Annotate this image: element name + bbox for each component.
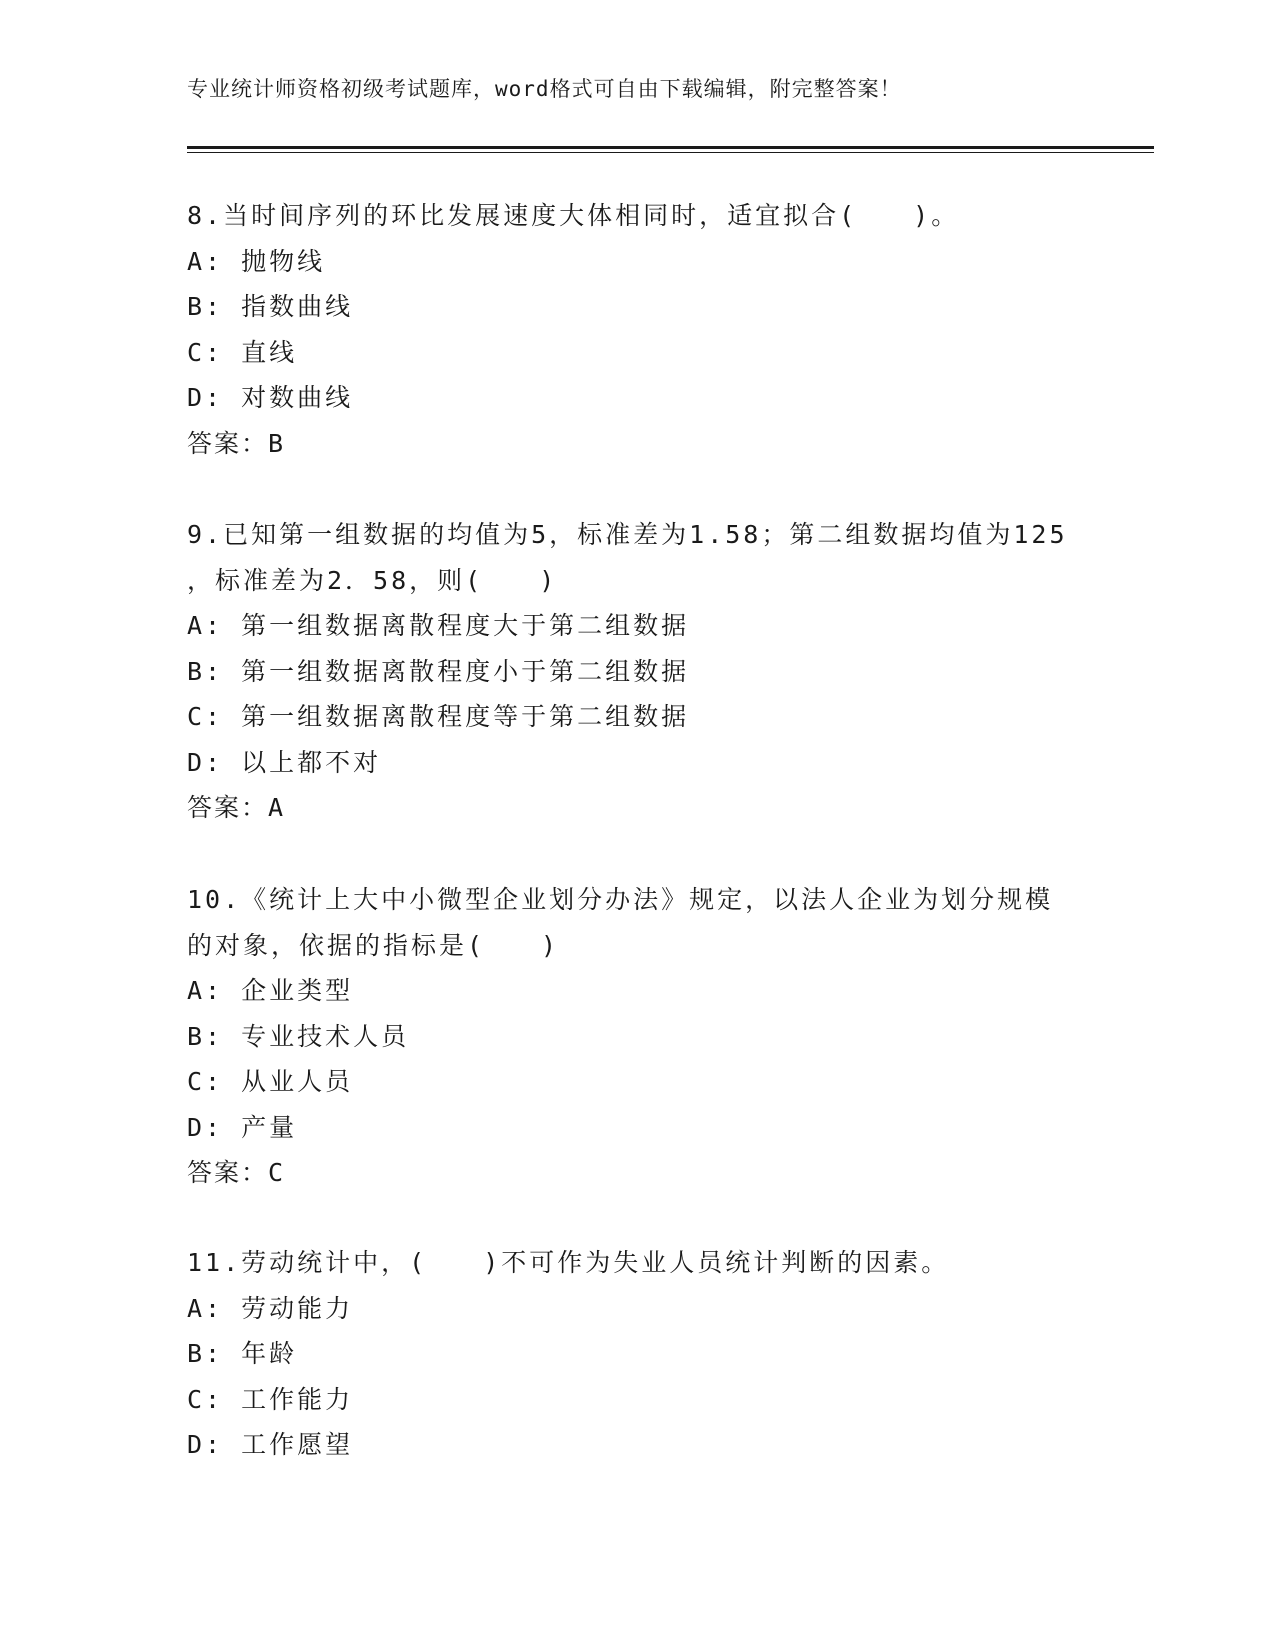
question-11	[187, 1240, 1087, 1468]
answer-line	[187, 421, 1087, 467]
option-d: D: 对数曲线	[187, 383, 354, 412]
header-title: 专业统计师资格初级考试题库，word格式可自由下载编辑，附完整答案！	[187, 77, 902, 101]
question-stem-cont: ，标准差为2．58，则( )	[187, 565, 558, 595]
answer-label: 答案：	[187, 428, 269, 458]
question-stem: 8.当时间序列的环比发展速度大体相同时，适宜拟合( )。	[187, 201, 960, 230]
answer-value: C	[268, 1158, 286, 1187]
question-8	[187, 193, 1087, 466]
question-stem: 10.《统计上大中小微型企业划分办法》规定，以法人企业为划分规模	[187, 885, 1054, 914]
question-9	[187, 512, 1087, 831]
answer-value: A	[268, 793, 286, 822]
option-d: D: 以上都不对	[187, 747, 382, 777]
option-b: B: 专业技术人员	[187, 1021, 410, 1051]
option-a: A: 企业类型	[187, 976, 354, 1005]
option-b: B: 第一组数据离散程度小于第二组数据	[187, 656, 690, 686]
answer-line	[187, 1150, 1087, 1196]
option-b: B: 指数曲线	[187, 292, 354, 321]
option-a: A: 抛物线	[187, 246, 326, 276]
option-c: C: 第一组数据离散程度等于第二组数据	[187, 702, 690, 731]
question-stem: 11.劳动统计中，( )不可作为失业人员统计判断的因素。	[187, 1248, 950, 1277]
option-d: D: 产量	[187, 1112, 298, 1142]
option-b: B: 年龄	[187, 1339, 298, 1368]
option-a: A: 劳动能力	[187, 1293, 354, 1323]
question-10	[187, 877, 1087, 1196]
answer-label: 答案：	[187, 793, 269, 822]
answer-line	[187, 785, 1087, 831]
option-c: C: 从业人员	[187, 1067, 354, 1096]
question-stem: 9.已知第一组数据的均值为5，标准差为1.58；第二组数据均值为125	[187, 520, 1068, 549]
header-rule-thin	[187, 152, 1154, 153]
option-d: D: 工作愿望	[187, 1430, 354, 1459]
answer-label: 答案：	[187, 1158, 269, 1187]
option-c: C: 直线	[187, 337, 298, 367]
answer-value: B	[268, 428, 286, 458]
option-a: A: 第一组数据离散程度大于第二组数据	[187, 611, 690, 640]
header-rule-thick	[187, 146, 1154, 149]
option-c: C: 工作能力	[187, 1384, 354, 1414]
question-stem-cont: 的对象，依据的指标是( )	[187, 930, 560, 960]
